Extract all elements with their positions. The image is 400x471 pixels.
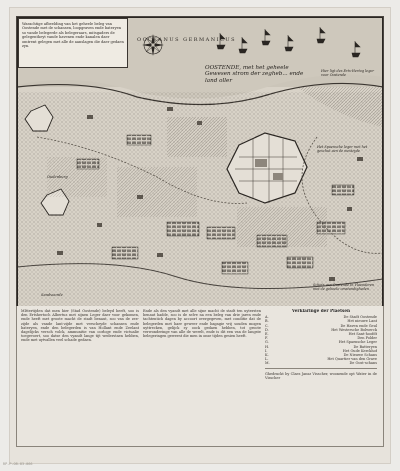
legend-key: H. [265, 344, 270, 349]
legend-header: Verklaringe der Plaetsen [291, 309, 351, 313]
engraved-map [16, 16, 384, 308]
legend-key: L. [265, 357, 269, 362]
legend-value: Het Sant-hoofdt [348, 332, 377, 337]
inventory-number: RP-P-OB-83.066 [3, 462, 33, 466]
text-column-2 [143, 309, 261, 441]
legend-key: B. [265, 319, 269, 324]
legend-value: De Stadt Oostende [343, 315, 377, 320]
map-title [205, 65, 325, 84]
legend-column [265, 309, 377, 441]
annotation-right-bottom: Schets van Oostende in Vlaenderen met de geheele omstandigheden [313, 283, 375, 291]
map-title-line-2: Gewesen strom der zegheb... ende [205, 71, 304, 78]
legend-value: Het Spaensche Leger [338, 340, 377, 345]
text-column-1 [21, 309, 139, 441]
legend-value: Den Polder [357, 336, 377, 341]
legend-key: D. [265, 327, 269, 332]
legend-key: C. [265, 323, 269, 328]
legend-value: Het Westersche Bolwerck [331, 327, 377, 332]
annotation-right-mid: Het Spaensche leger met het geschut aen de westzyde [317, 145, 368, 153]
legend-value: Het Oude Kerckhof [342, 348, 377, 353]
legend-key: E. [265, 332, 269, 337]
column-1-paragraph: MIttertijden dat men hier (Stad Oostende) beleyd heeft, soo is den Ertshertoch Albertus met sijnen Leger daer voor gekomen, ende heeft met groote macht de stadt benaut, soo van de zee-zijde als vande lant-zijde met verscheyde schansen ende bateryen, ende den belegerden is van Hollant ende Zeelant dagelijcks versch volck, ammunitie van oorloge ende victualie toegevoert, soo datse den vyandt lange tijt wederstaen hebben, ende met uytvallen veel schade gedaen. [21, 309, 139, 343]
cartouche: Warachtige afbeelding van het geheele beleg van Oostende met de schansen, loopgraven ende bateryen so vande belegerde als belegeraars, mitsgaders de gelegentheyt vande havenen ende kanalen daer omtrent gelegen met alle de aanslagen die daer gedaen zyn. [18, 18, 128, 68]
town-label-bottom: Sandvoorde [41, 293, 63, 297]
map-title-line-1: OOSTENDE, met het geheele [205, 65, 289, 71]
column-2-paragraph: Ende als den vyandt met alle sijne macht de stadt ten uytersten benaut hadde, soo is de selve na een beleg van drie jaren ende tachtentich dagen by accoort overgegeven, met conditie dat de belegerden met haer geweer ende bagagie vrij souden mogen uyttrecken, gelijck sy oock gedaen hebben, tot groote verwonderinge van alle de werelt, ende is dit een van de langste belegeringen geweest die men in onse tijden gesien heeft. [143, 309, 261, 339]
legend-key: G. [265, 340, 269, 345]
legend-key: K. [265, 353, 269, 358]
printer-imprint: Ghedruckt by Claes Jansz Visscher, woonende opt Water in de Visscher [265, 371, 377, 380]
map-title-line-3: land oller [205, 77, 233, 84]
legend-key: A. [265, 315, 269, 320]
town-label-left: Oudenburg [47, 175, 68, 179]
letterpress-text [16, 306, 384, 447]
legend-value: De Oost-schans [349, 361, 377, 366]
legend-value: De Batteryen [353, 344, 377, 349]
legend-rule [265, 368, 377, 369]
legend-value: De Nieuwe Schans [343, 353, 377, 358]
legend-key: F. [265, 336, 268, 341]
legend-item [265, 361, 377, 365]
legend-value: De Haven ende Geul [340, 323, 377, 328]
annotation-right-top: Hier ligt des Erts-Hertog leger voor Oostende [321, 69, 374, 77]
legend-key: M. [265, 361, 270, 366]
sea-label: OCCEANUS GERMANICUS [137, 37, 237, 43]
legend-value: Het nieuwe Lant [347, 319, 377, 324]
legend-key: I. [265, 348, 268, 353]
legend-list [265, 315, 377, 365]
legend-value: Het Quartier van den Grave [327, 357, 377, 362]
